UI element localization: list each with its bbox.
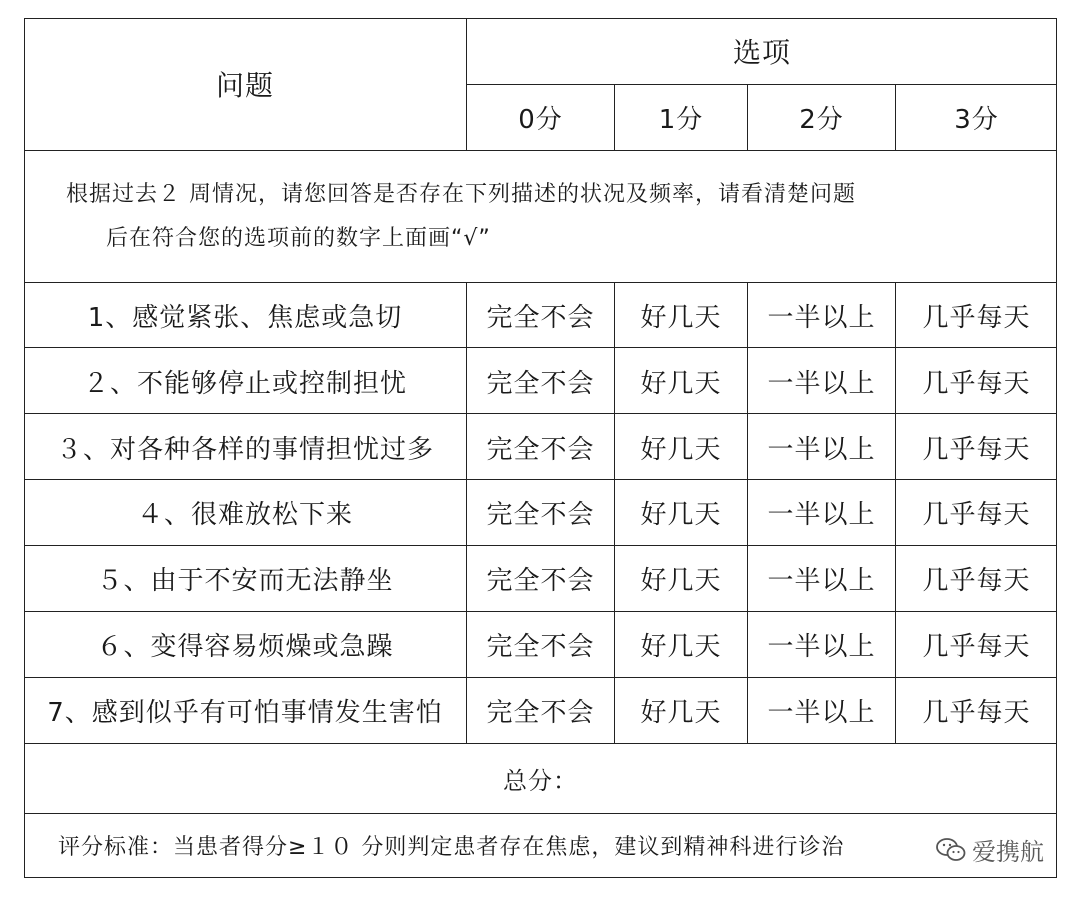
option-1-1[interactable]: 好几天 <box>640 303 722 333</box>
question-5: ５、由于不安而无法静坐 <box>96 566 394 596</box>
wechat-icon <box>936 837 966 863</box>
score-header-0: 0分 <box>518 104 563 135</box>
option-3-2[interactable]: 一半以上 <box>767 435 876 465</box>
option-3-3[interactable]: 几乎每天 <box>922 435 1031 465</box>
question-column-header: 问题 <box>215 69 274 102</box>
option-5-2[interactable]: 一半以上 <box>767 566 876 596</box>
option-2-1[interactable]: 好几天 <box>640 369 722 399</box>
option-6-0[interactable]: 完全不会 <box>486 632 595 662</box>
instruction-line-1: 根据过去２ 周情况，请您回答是否存在下列描述的状况及频率，请看清楚问题 <box>66 182 856 207</box>
option-6-3[interactable]: 几乎每天 <box>922 632 1031 662</box>
scoring-criteria: 评分标准：当患者得分≥１０ 分则判定患者存在焦虑，建议到精神科进行诊治 <box>58 835 845 860</box>
option-5-3[interactable]: 几乎每天 <box>922 566 1031 596</box>
watermark-text: 爱携航 <box>972 838 1044 866</box>
option-6-1[interactable]: 好几天 <box>640 632 722 662</box>
option-7-3[interactable]: 几乎每天 <box>922 698 1031 728</box>
option-6-2[interactable]: 一半以上 <box>767 632 876 662</box>
question-6: ６、变得容易烦燥或急躁 <box>96 632 394 662</box>
option-7-0[interactable]: 完全不会 <box>486 698 595 728</box>
option-2-3[interactable]: 几乎每天 <box>922 369 1031 399</box>
options-column-header: 选项 <box>732 36 791 69</box>
option-7-2[interactable]: 一半以上 <box>767 698 876 728</box>
question-7: 7、感到似乎有可怕事情发生害怕 <box>47 698 443 728</box>
question-3: ３、对各种各样的事情担忧过多 <box>55 435 434 465</box>
option-4-1[interactable]: 好几天 <box>640 500 722 530</box>
option-4-2[interactable]: 一半以上 <box>767 500 876 530</box>
watermark <box>936 832 1044 867</box>
header-divider <box>24 150 1057 151</box>
option-4-0[interactable]: 完全不会 <box>486 500 595 530</box>
option-7-1[interactable]: 好几天 <box>640 698 722 728</box>
option-4-3[interactable]: 几乎每天 <box>922 500 1031 530</box>
question-1: 1、感觉紧张、焦虑或急切 <box>87 303 403 333</box>
option-1-2[interactable]: 一半以上 <box>767 303 876 333</box>
total-score-label: 总分： <box>503 767 578 795</box>
score-header-3: 3分 <box>954 104 999 135</box>
option-5-1[interactable]: 好几天 <box>640 566 722 596</box>
row-divider <box>24 813 1057 814</box>
instruction-line-2: 后在符合您的选项前的数字上面画“√” <box>106 226 491 251</box>
option-3-0[interactable]: 完全不会 <box>486 435 595 465</box>
score-header-1: 1分 <box>658 104 704 135</box>
option-2-0[interactable]: 完全不会 <box>486 369 595 399</box>
option-2-2[interactable]: 一半以上 <box>767 369 876 399</box>
question-2: ２、不能够停止或控制担忧 <box>82 369 407 399</box>
option-1-3[interactable]: 几乎每天 <box>922 303 1031 333</box>
option-1-0[interactable]: 完全不会 <box>486 303 595 333</box>
option-5-0[interactable]: 完全不会 <box>486 566 595 596</box>
option-3-1[interactable]: 好几天 <box>640 435 722 465</box>
score-header-2: 2分 <box>799 104 844 135</box>
question-4: ４、很难放松下来 <box>136 500 353 530</box>
